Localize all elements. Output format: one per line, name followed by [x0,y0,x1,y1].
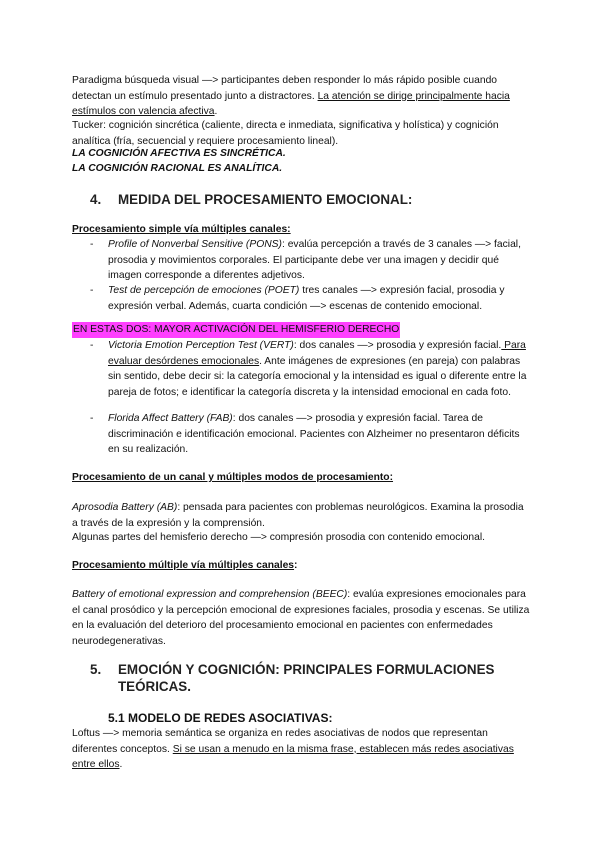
list-item-fab [108,411,532,458]
heading-colon: : [294,560,298,571]
paragraph-tucker: Tucker: cognición sincrética (caliente, directa e inmediata, significativa y holística) y cognición analítica (fría, secuencial y requiere procesamiento lineal). [72,120,499,147]
test-name: Florida Affect Battery (FAB) [108,413,233,424]
bullet-dash: - [90,239,94,250]
underlined-text: Si se usan a menudo en la misma frase, establecen más redes asociativas entre ellos [72,743,514,771]
text-segment: : dos canales —> prosodia y expresión facial. Tarea de discriminación e identificación emocional. Pacientes con Alzheimer no presentaron déficits en su realización. [108,413,520,456]
text-segment: Loftus —> memoria semántica se organiza en redes asociativas de nodos que representan diferentes conceptos. [72,728,488,755]
subsection-5-1-heading: 5.1 MODELO DE REDES ASOCIATIVAS: [108,711,333,725]
text-segment: : evalúa percepción a través de 3 canales —> facial, prosodia y movimientos corporales. El participante debe ver una imagen y decidir qué imagen corresponde a diferentes adjetivos. [108,239,521,282]
section-number: 5. [90,662,102,677]
bold-statement-rational: LA COGNICIÓN RACIONAL ES ANALÍTICA. [72,163,283,174]
highlighted-note: EN ESTAS DOS: MAYOR ACTIVACIÓN DEL HEMISFERIO DERECHO [72,322,400,338]
bold-statement-affective: LA COGNICIÓN AFECTIVA ES SINCRÉTICA. [72,148,286,159]
list-item-poet [108,283,532,314]
list-item-pons [108,237,532,284]
section-4-heading [90,191,412,208]
section-title: EMOCIÓN Y COGNICIÓN: PRINCIPALES FORMULACIONES TEÓRICAS. [118,662,495,694]
paragraph-beec [72,587,532,649]
bullet-dash: - [90,340,94,351]
paragraph-right-hemisphere: Algunas partes del hemisferio derecho —> compresión prosodia con contenido emocional. [72,532,485,543]
subheading-single-channel: Procesamiento de un canal y múltiples modos de procesamiento: [72,472,394,483]
text-segment: . [214,106,218,118]
paragraph-visual-search [72,73,532,120]
test-name: Test de percepción de emociones (POET) [108,285,300,296]
test-name: Aprosodia Battery (AB) [72,502,178,513]
subheading-multiple [72,558,542,574]
paragraph-loftus [72,726,532,773]
subheading-simple: Procesamiento simple vía múltiples canales: [72,224,291,235]
underlined-text: La atención se dirige principalmente hacia estímulos con valencia afectiva [72,90,510,118]
underlined-text: Para evaluar desórdenes emocionales [108,340,526,367]
text-segment: . Ante imágenes de expresiones (en pareja) con palabras sin sentido, debe decir si: la categoría emocional y la intensidad es igual o diferente entre la pareja de fotos; e identificar la categoría discreta y la intensidad emocional en cada foto. [108,355,527,398]
heading-text: Procesamiento múltiple vía múltiples canales [72,560,295,571]
list-item-vert [108,338,532,400]
text-segment: . [119,759,123,771]
bullet-dash: - [90,413,94,424]
text-segment: : pensada para pacientes con problemas neurológicos. Examina la prosodia a través de la expresión y la comprensión. [72,502,524,529]
text-segment: tres canales —> expresión facial, prosodia y expresión verbal. Además, cuarta condición —> escenas de contenido emocional. [108,285,505,312]
paragraph-aprosodia [72,500,532,531]
test-name: Profile of Nonverbal Sensitive (PONS) [108,239,282,250]
test-name: Victoria Emotion Perception Test (VERT) [108,340,294,351]
text-segment: Paradigma búsqueda visual —> participantes deben responder lo más rápido posible cuando detectan un estímulo presentado junto a distractores. [72,75,498,102]
section-number: 4. [90,192,102,207]
test-name: Battery of emotional expression and comprehension (BEEC) [72,589,348,600]
text-segment: : evalúa expresiones emocionales para el canal prosódico y la percepción emocional de expresiones faciales, prosodia y escenas. Se utiliza en la evaluación del deterioro del procesamiento emocional en pacientes con enfermedades neurodegenerativas. [72,589,530,647]
text-segment: : dos canales —> prosodia y expresión facial. [293,340,502,351]
section-5-heading [90,661,538,695]
bullet-dash: - [90,285,94,296]
section-title: MEDIDA DEL PROCESAMIENTO EMOCIONAL: [118,192,413,207]
